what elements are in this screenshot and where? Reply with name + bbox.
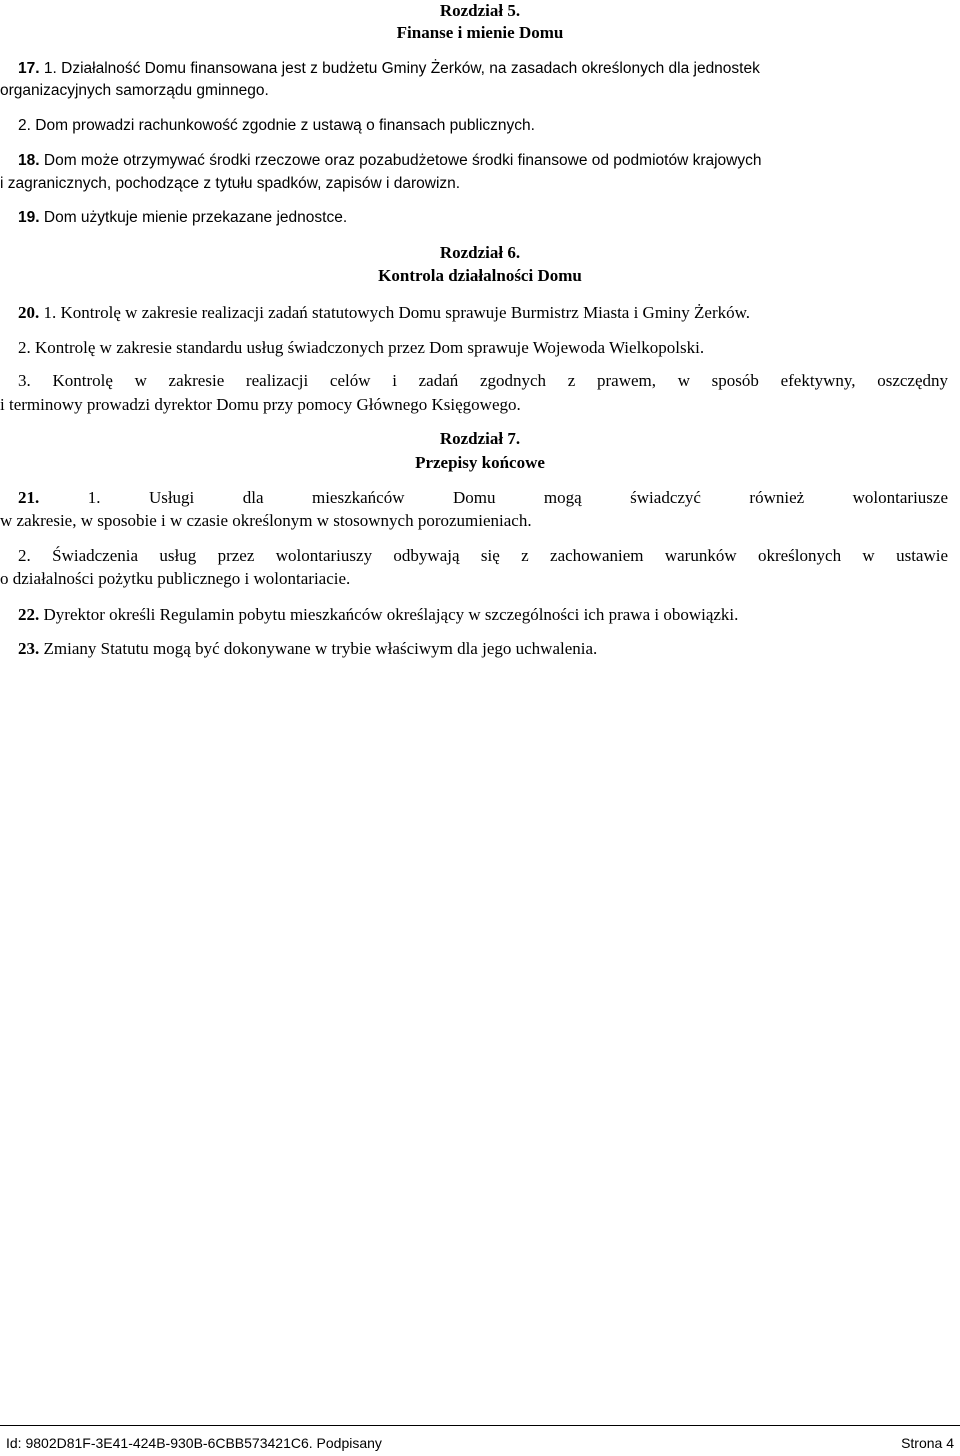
footer-page-number: Strona 4 xyxy=(901,1435,954,1451)
paragraph-20-sub-2: 2. xyxy=(18,338,31,357)
paragraph-19-line-1 xyxy=(18,207,948,229)
footer-divider xyxy=(0,1425,960,1426)
paragraph-20-line-1 xyxy=(18,302,948,324)
chapter-7-title: Rozdział 7. xyxy=(439,429,521,448)
paragraph-21-line-2: w zakresie, w sposobie i w czasie określonym w stosownych porozumieniach. xyxy=(0,511,532,530)
chapter-6-title: Rozdział 6. xyxy=(439,243,521,262)
paragraph-19-number: 19. xyxy=(18,209,40,226)
paragraph-17-text-3: Dom prowadzi rachunkowość zgodnie z ustawą o finansach publicznych. xyxy=(35,117,535,134)
paragraph-18-number: 18. xyxy=(18,152,40,169)
chapter-5-subtitle: Finanse i mienie Domu xyxy=(396,23,564,42)
paragraph-18-line-1 xyxy=(18,150,948,172)
paragraph-17-number: 17. xyxy=(18,60,40,77)
paragraph-23-text-1: Zmiany Statutu mogą być dokonywane w trybie właściwym dla jego uchwalenia. xyxy=(43,639,598,658)
paragraph-17-sub-2: 2. xyxy=(18,117,31,134)
paragraph-17-line-3 xyxy=(18,115,948,137)
paragraph-20-sub-1: 1. xyxy=(43,303,57,322)
paragraph-20-line-3 xyxy=(18,370,948,392)
paragraph-18-line-2: i zagranicznych, pochodzące z tytułu spadków, zapisów i darowizn. xyxy=(0,175,461,192)
paragraph-21-line-4: o działalności pożytku publicznego i wolontariacie. xyxy=(0,569,351,588)
footer-document-id: Id: 9802D81F-3E41-424B-930B-6CBB573421C6. Podpisany xyxy=(6,1435,382,1451)
paragraph-20-number: 20. xyxy=(18,303,40,322)
paragraph-22-line-1 xyxy=(18,604,948,626)
paragraph-18-text-1: Dom może otrzymywać środki rzeczowe oraz pozabudżetowe środki finansowe od podmiotów krajowych xyxy=(43,152,762,169)
paragraph-20-line-2 xyxy=(18,337,948,359)
paragraph-20-text-2: Kontrolę w zakresie standardu usług świadczonych przez Dom sprawuje Wojewoda Wielkopolski. xyxy=(35,338,705,357)
paragraph-21-line-3 xyxy=(18,545,948,567)
paragraph-21-sub-2: 2. xyxy=(18,546,31,565)
paragraph-22-text-1: Dyrektor określi Regulamin pobytu mieszkańców określający w szczególności ich prawa i obowiązki. xyxy=(43,605,739,624)
paragraph-19-text-1: Dom użytkuje mienie przekazane jednostce. xyxy=(43,209,348,226)
paragraph-17-sub-1: 1. xyxy=(43,60,57,77)
paragraph-21-line-1 xyxy=(18,487,948,509)
paragraph-23-number: 23. xyxy=(18,639,40,658)
chapter-6-subtitle: Kontrola działalności Domu xyxy=(378,266,582,285)
paragraph-17-line-2: organizacyjnych samorządu gminnego. xyxy=(0,82,269,99)
chapter-5-title: Rozdział 5. xyxy=(439,1,521,20)
paragraph-21-text-3: Świadczenia usług przez wolontariuszy odbywają się z zachowaniem warunków określonych w ustawie xyxy=(52,546,949,565)
paragraph-21-number: 21. xyxy=(18,488,40,507)
paragraph-17-line-1 xyxy=(18,58,948,80)
paragraph-17-text-1: Działalność Domu finansowana jest z budżetu Gminy Żerków, na zasadach określonych dla jednostek xyxy=(61,60,760,77)
chapter-7-subtitle: Przepisy końcowe xyxy=(415,453,545,472)
paragraph-21-sub-1: 1. xyxy=(87,488,101,507)
paragraph-20-text-3: Kontrolę w zakresie realizacji celów i zadań zgodnych z prawem, w sposób efektywny, oszczędny xyxy=(52,371,948,390)
paragraph-20-line-4: i terminowy prowadzi dyrektor Domu przy pomocy Głównego Księgowego. xyxy=(0,395,521,414)
paragraph-20-text-1: Kontrolę w zakresie realizacji zadań statutowych Domu sprawuje Burmistrz Miasta i Gminy Żerków. xyxy=(60,303,751,322)
paragraph-20-sub-3: 3. xyxy=(18,371,31,390)
paragraph-22-number: 22. xyxy=(18,605,40,624)
paragraph-21-text-1: Usługi dla mieszkańców Domu mogą świadczyć również wolontariusze xyxy=(148,488,948,507)
paragraph-23-line-1 xyxy=(18,638,948,660)
